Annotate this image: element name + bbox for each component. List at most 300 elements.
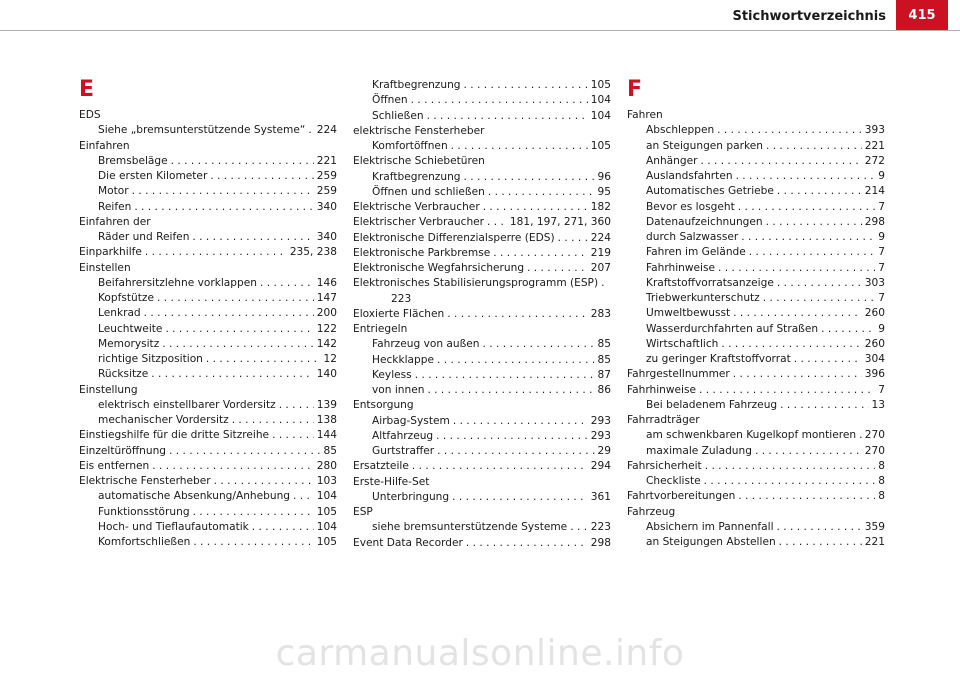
entry-page-ref: 105 <box>316 536 337 548</box>
entry-page-ref: 8 <box>878 490 885 503</box>
index-subentry <box>627 245 885 260</box>
entry-page-ref: 359 <box>864 520 885 533</box>
entry-term: Abschleppen <box>646 124 715 137</box>
index-subentry <box>353 444 611 459</box>
entry-term: Fahren <box>627 109 663 121</box>
entry-page-ref: 272 <box>864 154 885 167</box>
index-entry <box>79 139 337 154</box>
index-subentry <box>627 337 885 352</box>
dot-leader <box>464 170 595 185</box>
dot-leader <box>777 520 862 535</box>
entry-term: Event Data Recorder <box>353 536 463 549</box>
dot-leader <box>763 291 876 306</box>
entry-term: Keyless <box>372 368 412 381</box>
index-subentry <box>627 184 885 199</box>
entry-term: Memorysitz <box>98 337 160 350</box>
entry-page-ref: 303 <box>864 276 885 289</box>
index-subentry <box>79 123 337 138</box>
index-entry <box>79 474 337 489</box>
entry-term: Auslandsfahrten <box>646 170 733 182</box>
dot-leader <box>733 367 862 382</box>
index-subentry <box>627 154 885 169</box>
dot-leader <box>527 261 588 276</box>
entry-page-ref: 104 <box>590 109 611 122</box>
entry-term: mechanischer Vordersitz <box>98 414 229 426</box>
entry-page-ref: 224 <box>590 231 611 244</box>
entry-term: Erste-Hilfe-Set <box>353 475 430 488</box>
dot-leader <box>145 245 287 260</box>
index-entry <box>353 261 611 276</box>
index-subentry <box>353 109 611 124</box>
entry-term: Räder und Reifen <box>98 231 190 243</box>
dot-leader <box>214 474 314 489</box>
entry-term: Elektrischer Verbraucher <box>353 216 485 229</box>
index-subentry <box>353 368 611 383</box>
entry-term: an Steigungen Abstellen <box>646 536 776 548</box>
entry-term: richtige Sitzposition <box>98 353 203 365</box>
dot-leader <box>447 307 588 322</box>
entry-term: Elektronische Differenzialsperre (EDS) <box>353 231 555 244</box>
index-subentry <box>627 520 885 535</box>
entry-page-ref: 12 <box>323 353 337 365</box>
index-subentry <box>79 306 337 321</box>
entry-term: durch Salzwasser <box>646 231 739 243</box>
entry-term: Bremsbeläge <box>98 154 168 167</box>
section-letter-e: E <box>79 77 95 102</box>
dot-leader <box>427 383 594 398</box>
entry-page-ref: 138 <box>316 414 337 426</box>
entry-page-ref: 223 <box>590 521 611 534</box>
entry-term: am schwenkbaren Kugelkopf montieren <box>646 429 857 442</box>
entry-term: Schließen <box>372 109 424 122</box>
index-subentry <box>627 444 885 459</box>
index-subentry <box>79 505 337 520</box>
index-subentry <box>627 123 885 138</box>
index-subentry <box>353 383 611 398</box>
index-entry <box>627 459 885 474</box>
dot-leader <box>487 215 507 230</box>
dot-leader <box>412 459 588 474</box>
entry-page-ref: 122 <box>316 322 337 335</box>
entry-term: an Steigungen parken <box>646 139 763 152</box>
dot-leader <box>437 444 594 459</box>
index-entry <box>353 459 611 474</box>
entry-page-ref: 144 <box>316 429 337 442</box>
dot-leader <box>452 490 588 505</box>
entry-page-ref: 104 <box>316 490 337 503</box>
entry-page-ref: 85 <box>597 353 611 366</box>
entry-page-ref: 280 <box>316 459 337 472</box>
dot-leader <box>308 123 313 138</box>
index-subentry <box>79 520 337 535</box>
index-entry <box>79 108 337 123</box>
dot-leader <box>777 184 862 199</box>
dot-leader <box>821 322 875 337</box>
index-entry <box>79 245 337 260</box>
dot-leader <box>705 459 876 474</box>
index-subentry <box>627 276 885 291</box>
dot-leader <box>193 535 313 550</box>
dot-leader <box>165 322 313 337</box>
entry-page-ref: 270 <box>864 429 885 442</box>
index-list <box>627 108 885 550</box>
index-entry <box>353 215 611 230</box>
entry-term: Fahrhinweise <box>627 383 697 396</box>
entry-page-ref: 221 <box>864 536 885 548</box>
entry-page-ref: 7 <box>878 200 885 213</box>
entry-term: siehe bremsunterstützende Systeme <box>372 521 568 534</box>
dot-leader <box>777 276 862 291</box>
index-subentry <box>353 78 611 93</box>
entry-term: Absichern im Pannenfall <box>646 520 774 533</box>
dot-leader <box>451 139 588 154</box>
entry-page-ref: 393 <box>864 124 885 137</box>
index-subentry <box>627 215 885 230</box>
dot-leader <box>151 367 314 382</box>
index-subentry <box>353 490 611 505</box>
dot-leader <box>699 383 875 398</box>
dot-leader <box>780 398 868 413</box>
dot-leader <box>558 231 588 246</box>
index-entry <box>627 108 885 123</box>
running-header-title: Stichwortverzeichnis <box>732 9 886 24</box>
dot-leader <box>749 245 875 260</box>
entry-term: Komfortschließen <box>98 536 191 548</box>
entry-term: Leuchtweite <box>98 322 163 335</box>
entry-page-ref: 182 <box>590 201 611 213</box>
entry-term: Fahrgestellnummer <box>627 368 730 381</box>
entry-page-ref: 259 <box>316 170 337 182</box>
entry-term: Wirtschaftlich <box>646 337 719 350</box>
entry-term: maximale Zuladung <box>646 444 752 457</box>
index-subentry <box>627 200 885 215</box>
entry-page-ref-wrapped: 223 <box>391 292 412 305</box>
entry-term: Eloxierte Flächen <box>353 307 445 320</box>
entry-page-ref: 104 <box>316 520 337 533</box>
index-entry <box>79 444 337 459</box>
page-number-badge: 415 <box>896 0 948 30</box>
entry-page-ref: 224 <box>316 124 337 137</box>
dot-leader <box>210 169 313 184</box>
dot-leader <box>483 200 588 215</box>
index-list <box>353 78 611 551</box>
dot-leader <box>162 337 314 352</box>
dot-leader <box>779 535 862 550</box>
entry-page-ref: 219 <box>590 246 611 259</box>
index-subentry <box>79 322 337 337</box>
entry-term: Heckklappe <box>372 353 434 366</box>
entry-page-ref: 140 <box>316 368 337 381</box>
dot-leader <box>427 109 588 124</box>
index-entry <box>353 475 611 490</box>
entry-term: Kraftbegrenzung <box>372 79 461 91</box>
index-column-3 <box>627 78 885 550</box>
entry-term: Einfahren <box>79 139 130 152</box>
index-subentry <box>79 200 337 215</box>
entry-term: Wasserdurchfahrten auf Straßen <box>646 322 819 335</box>
dot-leader <box>718 261 875 276</box>
entry-page-ref: 396 <box>864 368 885 381</box>
entry-term: Lenkrad <box>98 307 141 320</box>
index-entry <box>353 124 611 139</box>
index-subentry <box>79 169 337 184</box>
entry-term: Fahrhinweise <box>646 261 716 274</box>
entry-term: Triebwerkunterschutz <box>646 292 760 304</box>
entry-page-ref: 207 <box>590 262 611 274</box>
entry-term: zu geringer Kraftstoffvorrat <box>646 353 791 365</box>
entry-page-ref: 9 <box>878 231 885 243</box>
dot-leader <box>415 368 595 383</box>
entry-term: Einstiegshilfe für die dritte Sitzreihe <box>79 429 270 442</box>
index-subentry <box>353 185 611 200</box>
entry-term: Kraftbegrenzung <box>372 170 461 183</box>
entry-page-ref: 142 <box>316 337 337 350</box>
dot-leader <box>700 154 861 169</box>
dot-leader <box>488 185 595 200</box>
entry-term: Öffnen und schließen <box>372 185 485 198</box>
dot-leader <box>453 414 588 429</box>
entry-term: Umweltbewusst <box>646 307 731 320</box>
entry-term: Einstellung <box>79 383 138 396</box>
index-subentry <box>353 93 611 108</box>
entry-term: Elektronische Parkbremse <box>353 246 491 259</box>
index-subentry <box>79 413 337 428</box>
entry-page-ref: 221 <box>316 154 337 167</box>
index-subentry <box>79 230 337 245</box>
index-entry <box>353 398 611 413</box>
entry-term: Entsorgung <box>353 399 414 412</box>
dot-leader <box>272 428 314 443</box>
entry-page-ref: 8 <box>878 475 885 487</box>
dot-leader <box>721 337 861 352</box>
index-entry <box>627 489 885 504</box>
index-subentry <box>627 139 885 154</box>
dot-leader <box>192 230 313 245</box>
dot-leader <box>493 246 588 261</box>
dot-leader <box>483 337 595 352</box>
entry-term: Fahrsicherheit <box>627 459 702 472</box>
dot-leader <box>232 413 314 428</box>
entry-page-ref: 340 <box>316 231 337 243</box>
header-divider <box>0 30 960 31</box>
index-subentry <box>627 306 885 321</box>
index-subentry <box>627 398 885 413</box>
dot-leader <box>171 154 314 169</box>
index-subentry <box>79 489 337 504</box>
dot-leader <box>717 123 862 138</box>
index-subentry <box>353 170 611 185</box>
dot-leader <box>134 200 313 215</box>
dot-leader <box>152 459 313 474</box>
entry-page-ref: 235, 238 <box>289 246 337 259</box>
entry-page-ref: 85 <box>597 338 611 351</box>
section-letter-f: F <box>627 77 643 102</box>
dot-leader <box>437 353 595 368</box>
index-entry <box>353 231 611 246</box>
entry-term: Bevor es losgeht <box>646 200 735 213</box>
entry-page-ref: 200 <box>316 307 337 320</box>
index-subentry <box>627 322 885 337</box>
entry-page-ref: 146 <box>316 276 337 289</box>
entry-term: Die ersten Kilometer <box>98 170 208 182</box>
index-entry <box>353 536 611 551</box>
dot-leader <box>436 429 588 444</box>
entry-page-ref: 304 <box>864 353 885 365</box>
dot-leader <box>738 200 876 215</box>
dot-leader <box>252 520 314 535</box>
entry-page-ref: 96 <box>597 170 611 183</box>
entry-page-ref: 340 <box>316 200 337 213</box>
entry-page-ref: 105 <box>316 505 337 518</box>
entry-term: Unterbringung <box>372 490 450 503</box>
index-column-1 <box>79 78 337 550</box>
entry-page-ref: 260 <box>864 337 885 350</box>
entry-page-ref: 294 <box>590 460 611 473</box>
dot-leader <box>193 505 314 520</box>
entry-page-ref: 7 <box>878 261 885 274</box>
index-subentry <box>627 352 885 367</box>
entry-page-ref: 259 <box>316 185 337 198</box>
entry-term: Beifahrersitzlehne vorklappen <box>98 276 257 289</box>
dot-leader <box>464 78 588 93</box>
entry-term: Rücksitze <box>98 368 149 381</box>
entry-page-ref: 7 <box>878 383 885 396</box>
dot-leader <box>411 93 588 108</box>
index-entry <box>627 413 885 428</box>
index-subentry <box>79 398 337 413</box>
index-entry <box>627 383 885 398</box>
dot-leader <box>279 398 314 413</box>
entry-term: Einstellen <box>79 261 131 274</box>
entry-term: Elektrische Fensterheber <box>79 475 211 487</box>
entry-term: Motor <box>98 185 129 198</box>
index-subentry <box>353 414 611 429</box>
index-subentry <box>627 428 885 443</box>
index-subentry <box>627 535 885 550</box>
index-subentry <box>79 367 337 382</box>
index-entry <box>79 459 337 474</box>
entry-term: EDS <box>79 109 101 121</box>
entry-term: Hoch- und Tieflaufautomatik <box>98 520 249 533</box>
entry-term: Elektrische Verbraucher <box>353 201 480 213</box>
index-entry <box>353 154 611 169</box>
entry-page-ref: 361 <box>590 490 611 503</box>
entry-page-ref: 104 <box>590 94 611 107</box>
entry-term: von innen <box>372 384 425 396</box>
entry-term: Einparkhilfe <box>79 246 142 259</box>
dot-leader <box>794 352 862 367</box>
index-subentry <box>79 276 337 291</box>
entry-term: Kraftstoffvorratsanzeige <box>646 276 774 289</box>
entry-page-ref: 103 <box>316 475 337 487</box>
entry-term: Airbag-System <box>372 414 450 427</box>
entry-term: Öffnen <box>372 94 408 107</box>
dot-leader <box>157 291 314 306</box>
entry-term: Anhänger <box>646 154 698 167</box>
index-entry <box>79 428 337 443</box>
entry-page-ref: 293 <box>590 429 611 442</box>
index-entry <box>353 276 611 291</box>
index-subentry <box>353 337 611 352</box>
index-entry <box>353 246 611 261</box>
entry-term: elektrisch einstellbarer Vordersitz <box>98 398 276 411</box>
entry-term: ESP <box>353 506 373 518</box>
entry-page-ref: 147 <box>316 292 337 304</box>
entry-term: Checkliste <box>646 475 701 487</box>
index-subentry <box>627 474 885 489</box>
dot-leader <box>260 276 314 291</box>
dot-leader <box>144 306 314 321</box>
dot-leader <box>766 139 862 154</box>
entry-term: Eis entfernen <box>79 459 150 472</box>
entry-page-ref: 87 <box>597 368 611 381</box>
entry-page-ref: 283 <box>590 307 611 320</box>
index-subentry <box>627 291 885 306</box>
dot-leader <box>755 444 862 459</box>
entry-page-ref: 8 <box>878 459 885 472</box>
entry-page-ref: 293 <box>590 414 611 427</box>
index-subentry <box>79 184 337 199</box>
index-column-2 <box>353 78 611 551</box>
dot-leader <box>570 520 588 535</box>
index-subentry <box>353 429 611 444</box>
index-subentry <box>79 337 337 352</box>
entry-page-ref: 13 <box>871 398 885 411</box>
index-list <box>79 108 337 550</box>
entry-term: Automatisches Getriebe <box>646 185 774 198</box>
index-entry <box>627 505 885 520</box>
entry-term: Datenaufzeichnungen <box>646 215 763 228</box>
index-subentry <box>353 520 611 535</box>
index-subentry <box>79 291 337 306</box>
entry-term: Altfahrzeug <box>372 429 434 442</box>
dot-leader <box>859 428 862 443</box>
index-entry <box>353 322 611 337</box>
entry-term: automatische Absenkung/Anhebung <box>98 490 291 503</box>
index-subentry <box>79 352 337 367</box>
dot-leader <box>132 184 314 199</box>
entry-page-ref: 86 <box>597 384 611 396</box>
entry-term: elektrische Fensterheber <box>353 124 485 137</box>
dot-leader <box>169 444 321 459</box>
index-entry <box>353 505 611 520</box>
index-subentry <box>627 169 885 184</box>
dot-leader <box>733 306 862 321</box>
entry-page-ref: 9 <box>878 170 885 182</box>
index-entry <box>353 200 611 215</box>
entry-term: Siehe „bremsunterstützende Systeme“ <box>98 124 306 137</box>
index-subentry <box>79 535 337 550</box>
dot-leader <box>206 352 321 367</box>
entry-term: Fahrzeug von außen <box>372 338 480 351</box>
entry-page-ref: 270 <box>864 444 885 457</box>
index-subentry <box>353 353 611 368</box>
dot-leader <box>736 169 876 184</box>
index-entry <box>79 215 337 230</box>
index-subentry <box>353 139 611 154</box>
entry-term: Komfortöffnen <box>372 140 448 152</box>
entry-page-ref: 298 <box>590 536 611 549</box>
entry-page-ref: 95 <box>597 185 611 198</box>
entry-term: Funktionsstörung <box>98 505 190 518</box>
entry-term: Einfahren der <box>79 215 151 228</box>
entry-term: Elektronisches Stabilisierungsprogramm (ESP) <box>353 277 599 290</box>
entry-term: Kopfstütze <box>98 292 154 304</box>
index-entry <box>627 367 885 382</box>
site-watermark: carmanualsonline.info <box>275 633 685 674</box>
index-entry <box>79 261 337 276</box>
entry-term: Fahren im Gelände <box>646 246 746 259</box>
